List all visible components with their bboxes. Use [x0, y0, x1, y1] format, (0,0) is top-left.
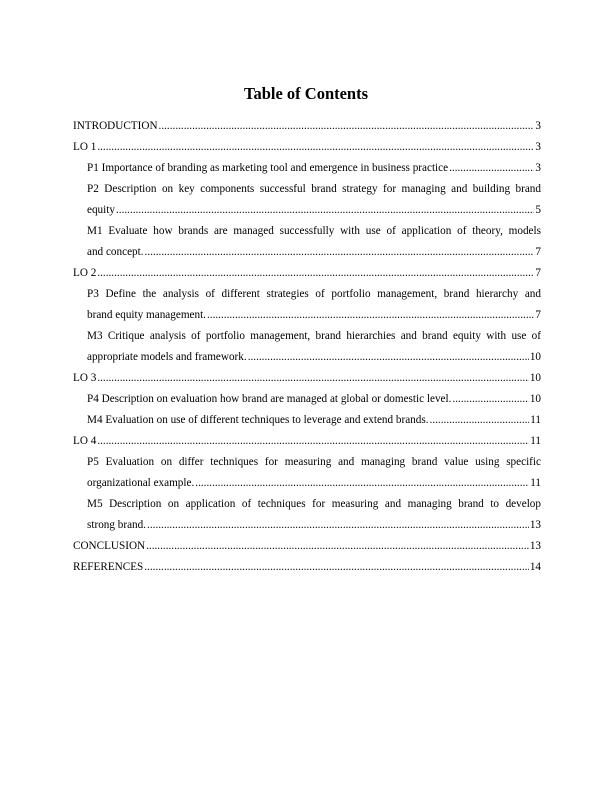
toc-entry[interactable]: [73, 389, 541, 410]
toc-entry-page-number: 10: [529, 393, 541, 405]
toc-entry-label: M4 Evaluation on use of different techniques to leverage and extend brands.: [87, 414, 429, 426]
toc-entry[interactable]: [73, 536, 541, 557]
toc-entry[interactable]: [73, 326, 541, 368]
dot-leader: [97, 263, 534, 284]
toc-entry-label: LO 3: [73, 372, 97, 384]
toc-entry-row: [73, 431, 541, 452]
toc-entry-label: LO 1: [73, 141, 97, 153]
toc-entry[interactable]: [73, 179, 541, 221]
toc-entry-row: [73, 116, 541, 137]
toc-entry-row: [73, 137, 541, 158]
toc-entry-title-line: M5 Description on application of techniques for measuring and managing brand to develop: [87, 498, 541, 510]
dot-leader: [207, 305, 534, 326]
toc-entry-page-number: 7: [535, 246, 541, 258]
dot-leader: [159, 116, 535, 137]
toc-entry-page-number: 14: [529, 561, 541, 573]
toc-entry-row: [73, 368, 541, 389]
toc-entry[interactable]: [73, 221, 541, 263]
toc-entry-row: [87, 347, 541, 368]
toc-entry-page-number: 13: [529, 519, 541, 531]
toc-entry-label: INTRODUCTION: [73, 120, 158, 132]
toc-entry-label: P4 Description on evaluation how brand are managed at global or domestic level.: [87, 393, 452, 405]
toc-entry[interactable]: [73, 263, 541, 284]
toc-entry-row: [73, 557, 541, 578]
toc-entry[interactable]: [73, 284, 541, 326]
toc-entry[interactable]: [73, 431, 541, 452]
toc-entry-page-number: 5: [535, 204, 541, 216]
toc-entry-label: REFERENCES: [73, 561, 144, 573]
toc-entry-title-line: P3 Define the analysis of different strategies of portfolio management, brand hierarchy and: [87, 288, 541, 300]
dot-leader: [116, 200, 534, 221]
toc-entry-page-number: 10: [529, 372, 541, 384]
dot-leader: [144, 557, 529, 578]
toc-entry-title-line: P2 Description on key components successful brand strategy for managing and building brand: [87, 183, 541, 195]
toc-entry-label: and concept.: [87, 246, 144, 258]
toc-entry[interactable]: [73, 410, 541, 431]
toc-entry-title-line: M3 Critique analysis of portfolio management, brand hierarchies and brand equity with use of: [87, 330, 541, 342]
toc-entry-label: brand equity management.: [87, 309, 206, 321]
dot-leader: [97, 431, 529, 452]
toc-entry-row: [73, 536, 541, 557]
dot-leader: [97, 137, 534, 158]
toc-entry[interactable]: [73, 116, 541, 137]
table-of-contents: [73, 116, 541, 578]
dot-leader: [97, 368, 529, 389]
toc-entry-title-line: M1 Evaluate how brands are managed successfully with use of application of theory, models: [87, 225, 541, 237]
dot-leader: [449, 158, 534, 179]
toc-title: Table of Contents: [243, 84, 369, 103]
toc-entry-row: [87, 515, 541, 536]
toc-entry-page-number: 7: [535, 309, 541, 321]
toc-entry-row: [87, 473, 541, 494]
toc-entry-page-number: 3: [535, 141, 541, 153]
toc-entry-page-number: 13: [529, 540, 541, 552]
toc-entry-label: CONCLUSION: [73, 540, 146, 552]
toc-entry-page-number: 3: [535, 120, 541, 132]
dot-leader: [248, 347, 529, 368]
toc-entry-row: [87, 410, 541, 431]
toc-entry-label: appropriate models and framework.: [87, 351, 247, 363]
dot-leader: [452, 389, 528, 410]
toc-entry-page-number: 3: [535, 162, 541, 174]
toc-entry[interactable]: [73, 368, 541, 389]
toc-entry-row: [87, 158, 541, 179]
dot-leader: [195, 473, 529, 494]
toc-entry[interactable]: [73, 557, 541, 578]
toc-entry-page-number: 7: [535, 267, 541, 279]
toc-entry-page-number: 11: [530, 477, 541, 489]
toc-entry[interactable]: [73, 494, 541, 536]
dot-leader: [146, 536, 529, 557]
toc-entry-page-number: 10: [529, 351, 541, 363]
toc-entry[interactable]: [73, 158, 541, 179]
toc-entry-label: LO 2: [73, 267, 97, 279]
toc-entry-title-line: P5 Evaluation on differ techniques for measuring and managing brand value using specific: [87, 456, 541, 468]
toc-entry-row: [87, 200, 541, 221]
dot-leader: [145, 242, 535, 263]
toc-entry-label: P1 Importance of branding as marketing tool and emergence in business practice: [87, 162, 449, 174]
toc-entry-row: [87, 242, 541, 263]
toc-entry-row: [73, 263, 541, 284]
dot-leader: [147, 515, 529, 536]
toc-entry-page-number: 11: [530, 414, 541, 426]
toc-entry-label: strong brand.: [87, 519, 147, 531]
toc-entry-label: LO 4: [73, 435, 97, 447]
toc-entry-label: organizational example.: [87, 477, 195, 489]
toc-entry[interactable]: [73, 452, 541, 494]
toc-entry[interactable]: [73, 137, 541, 158]
toc-entry-label: equity: [87, 204, 115, 216]
toc-entry-row: [87, 389, 541, 410]
toc-entry-row: [87, 305, 541, 326]
toc-entry-page-number: 11: [530, 435, 541, 447]
dot-leader: [430, 410, 530, 431]
